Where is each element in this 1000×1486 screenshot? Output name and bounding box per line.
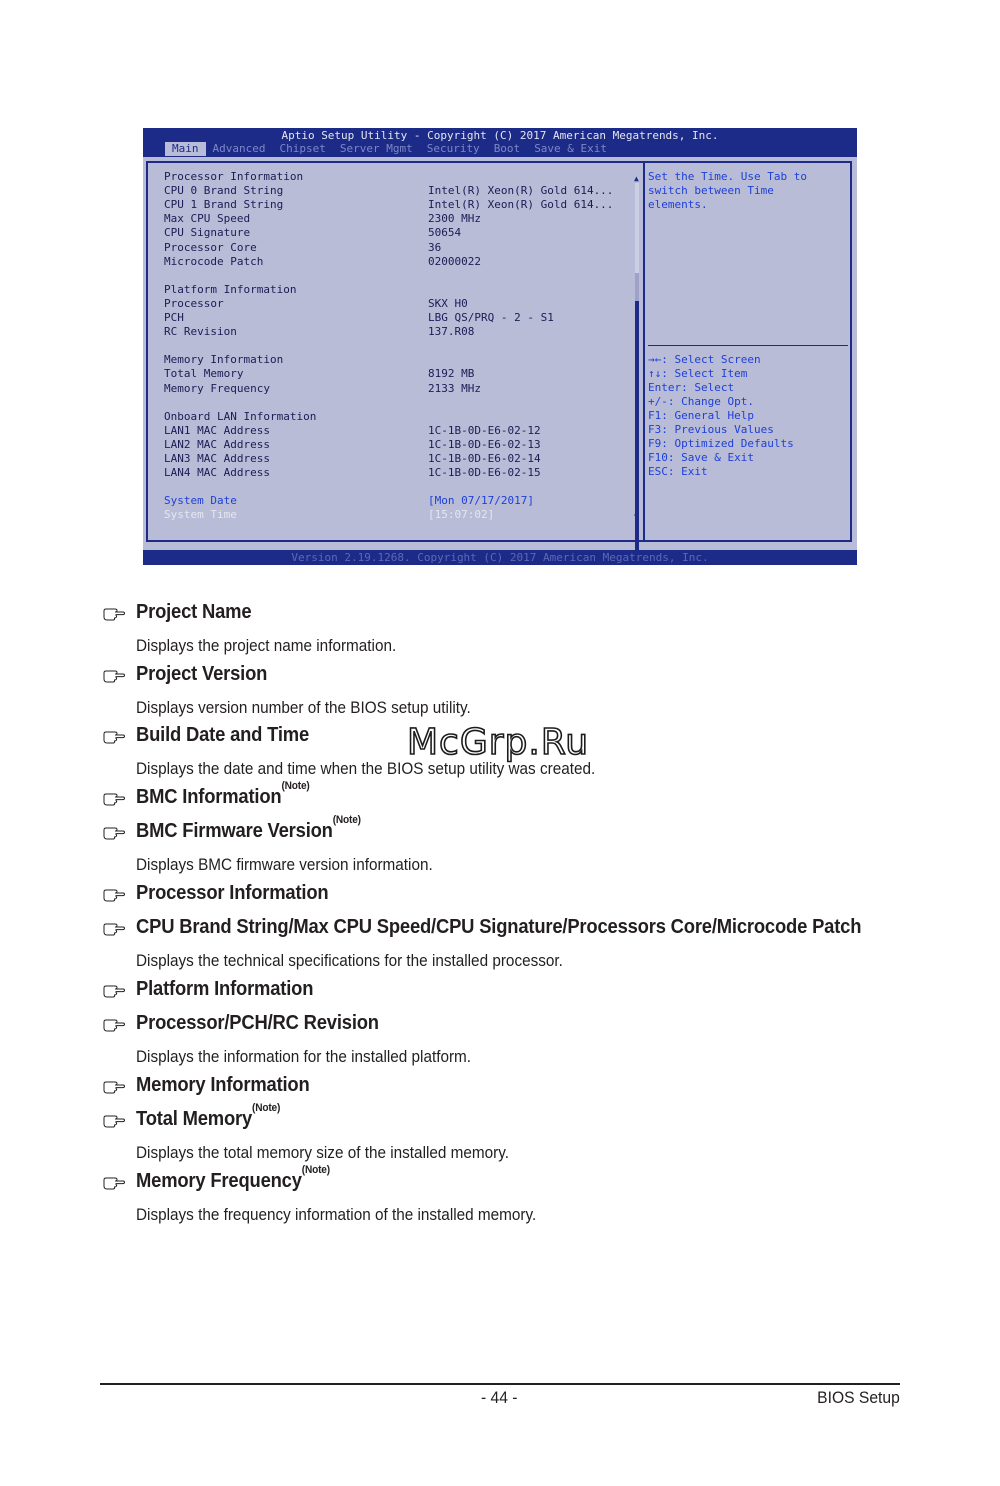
entry-title [136, 1012, 379, 1035]
bios-setting-value: 1C-1B-0D-E6-02-15 [428, 466, 541, 480]
bios-setting-value[interactable]: [15:07:02] [428, 508, 495, 522]
bios-frame [146, 161, 852, 542]
entry-title-text: Project Name [136, 601, 252, 623]
entry-note-mark: (Note) [301, 1164, 330, 1176]
tab-security[interactable]: Security [426, 142, 480, 155]
bios-setting-value: 50654 [428, 226, 462, 240]
scrollbar-thumb[interactable] [635, 183, 639, 273]
bios-setting-label: Microcode Patch [164, 254, 264, 268]
bios-version-bar: Version 2.19.1268. Copyright (C) 2017 American Megatrends, Inc. [143, 550, 857, 565]
entry-title [136, 724, 309, 747]
bios-setting-value: LBG QS/PRQ - 2 - S1 [428, 311, 554, 324]
bios-setting-value: 2300 MHz [428, 212, 481, 226]
bios-setting-value: 137.R08 [428, 325, 475, 339]
key-help-line: +/-: Change Opt. [648, 395, 754, 408]
key-help-line: ↑↓: Select Item [648, 367, 748, 380]
bios-setting-label: CPU Signature [164, 226, 251, 240]
entry-title [136, 1102, 281, 1131]
key-help-line: F9: Optimized Defaults [648, 437, 794, 450]
entry-title-text: Processor/PCH/RC Revision [136, 1012, 379, 1034]
bios-help-text [648, 170, 848, 212]
key-help-line: F3: Previous Values [648, 423, 774, 436]
bios-setting-label: System Time [164, 508, 237, 522]
pointing-hand-icon [103, 1018, 125, 1038]
entry-note-mark: (Note) [252, 1102, 281, 1114]
bios-setting-label: CPU 1 Brand String [164, 198, 284, 212]
key-help-line: Enter: Select [648, 381, 735, 394]
bios-setting-label: RC Revision [164, 325, 237, 339]
bios-help-divider [648, 345, 848, 346]
bios-setting-value: Intel(R) Xeon(R) Gold 614... [428, 198, 614, 212]
pointing-hand-icon [103, 1080, 125, 1100]
pointing-hand-icon [103, 922, 125, 942]
bios-setting-label: PCH [164, 311, 184, 324]
bios-setting-value: 02000022 [428, 254, 481, 268]
bios-setting-label: Memory Information [164, 353, 284, 367]
bios-setting-label: Processor Core [164, 240, 257, 254]
entry-note-mark: (Note) [281, 780, 310, 792]
tab-boot[interactable]: Boot [493, 142, 521, 155]
bios-setting-label: Platform Information [164, 282, 297, 296]
bios-setting-label: LAN2 MAC Address [164, 437, 270, 451]
pointing-hand-icon [103, 1114, 125, 1134]
bios-title: Aptio Setup Utility - Copyright (C) 2017 American Megatrends, Inc. [281, 129, 719, 142]
bios-setting-label: Max CPU Speed [164, 212, 251, 226]
key-help-line: ESC: Exit [648, 465, 708, 478]
entry-title [136, 978, 313, 1001]
bios-setting-label: Processor [164, 296, 224, 310]
bios-divider [643, 161, 645, 542]
entry-title [136, 1074, 310, 1097]
entry-description: Displays the total memory size of the installed memory. [136, 1143, 510, 1162]
entry-title [136, 882, 328, 905]
entry-title-text: Memory Information [136, 1074, 310, 1096]
bios-setting-label: Total Memory [164, 367, 244, 381]
key-help-line: →←: Select Screen [648, 353, 761, 366]
entry-title-text: Project Version [136, 663, 268, 685]
pointing-hand-icon [103, 984, 125, 1004]
help-line: Set the Time. Use Tab to [648, 170, 807, 183]
bios-setting-value: 1C-1B-0D-E6-02-14 [428, 452, 541, 465]
entry-title-text: Platform Information [136, 978, 314, 1000]
entry-title [136, 916, 861, 939]
bios-setting-label: System Date [164, 494, 237, 508]
entry-title [136, 780, 310, 809]
bios-setting-label: CPU 0 Brand String [164, 184, 284, 198]
entry-note-mark: (Note) [332, 814, 361, 826]
bios-setting-label: Processor Information [164, 170, 304, 183]
pointing-hand-icon [103, 669, 125, 689]
key-help-line: F1: General Help [648, 409, 754, 422]
entry-title [136, 601, 251, 624]
section-title: BIOS Setup [817, 1388, 900, 1407]
entry-description: Displays the date and time when the BIOS setup utility was created. [136, 759, 596, 778]
entry-description: Displays the technical specifications for the installed processor. [136, 951, 563, 970]
key-help-line: F10: Save & Exit [648, 451, 754, 464]
scroll-up-arrow-icon[interactable]: ▲ [634, 174, 639, 183]
entry-description: Displays version number of the BIOS setup utility. [136, 698, 471, 717]
pointing-hand-icon [103, 730, 125, 750]
help-line: switch between Time [648, 184, 774, 197]
scroll-down-arrow-icon[interactable]: ▼ [634, 512, 639, 521]
bios-setting-label: LAN3 MAC Address [164, 452, 270, 465]
bios-setting-value: 1C-1B-0D-E6-02-13 [428, 437, 541, 451]
pointing-hand-icon [103, 792, 125, 812]
entry-description: Displays BMC firmware version information. [136, 855, 433, 874]
tab-save-exit[interactable]: Save & Exit [534, 142, 608, 155]
bios-setting-value: 1C-1B-0D-E6-02-12 [428, 423, 541, 437]
entry-title-text: Build Date and Time [136, 724, 310, 746]
entry-title-text: Total Memory [136, 1108, 253, 1130]
tab-advanced[interactable]: Advanced [212, 142, 266, 155]
pointing-hand-icon [103, 826, 125, 846]
entry-title-text: BMC Information [136, 786, 282, 808]
page-number: - 44 - [481, 1388, 518, 1407]
pointing-hand-icon [103, 607, 125, 627]
tab-chipset[interactable]: Chipset [279, 142, 326, 155]
entry-title [136, 1164, 330, 1193]
bios-setting-value: Intel(R) Xeon(R) Gold 614... [428, 184, 614, 198]
entry-title-text: Memory Frequency [136, 1170, 302, 1192]
bios-screenshot [143, 128, 857, 565]
entry-title [136, 663, 267, 686]
bios-setting-label: Onboard LAN Information [164, 409, 317, 423]
bios-scrollbar[interactable] [634, 174, 640, 521]
bios-setting-label: LAN1 MAC Address [164, 423, 270, 437]
entry-description: Displays the frequency information of the installed memory. [136, 1205, 537, 1224]
tab-main[interactable]: Main [165, 142, 206, 156]
tab-server-mgmt[interactable]: Server Mgmt [339, 142, 413, 155]
entry-description: Displays the information for the installed platform. [136, 1047, 472, 1066]
pointing-hand-icon [103, 1176, 125, 1196]
bios-setting-label: LAN4 MAC Address [164, 466, 270, 480]
bios-title-bar [143, 128, 857, 157]
bios-setting-label: Memory Frequency [164, 381, 270, 395]
pointing-hand-icon [103, 888, 125, 908]
entry-title-text: BMC Firmware Version [136, 820, 333, 842]
help-line: elements. [648, 198, 708, 211]
bios-setting-value: 36 [428, 240, 442, 254]
bios-setting-value: 8192 MB [428, 367, 475, 381]
footer-rule [100, 1383, 900, 1385]
entry-description: Displays the project name information. [136, 636, 397, 655]
bios-setting-value: 2133 MHz [428, 381, 481, 395]
entry-title-text: Processor Information [136, 882, 329, 904]
entry-title-text: CPU Brand String/Max CPU Speed/CPU Signature/Processors Core/Microcode Patch [136, 916, 862, 938]
entry-title [136, 814, 361, 843]
bios-tabs [165, 142, 614, 156]
bios-key-help [648, 353, 848, 479]
watermark: McGrp.Ru [407, 722, 590, 763]
bios-setting-value[interactable]: [Mon 07/17/2017] [428, 494, 534, 508]
bios-setting-value: SKX H0 [428, 296, 468, 310]
